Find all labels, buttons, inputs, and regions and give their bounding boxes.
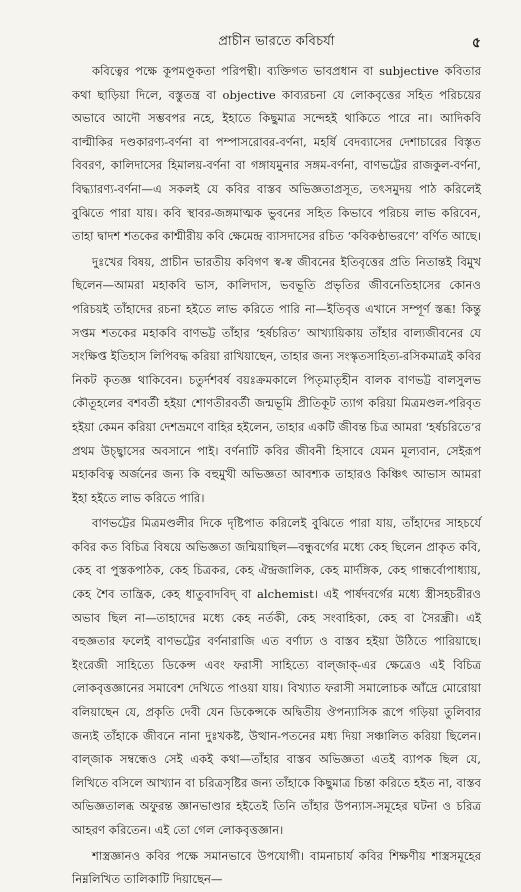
paragraph: বাণভট্টের মিত্রমণ্ডলীর দিকে দৃষ্টিপাত করিলেই বুঝিতে পারা যায়, তাঁহাদের সাহচর্যে কবির কত বিচিত্র বিষয়ে অভিজ্ঞতা জন্মিয়াছিল—বন্ধুবর্গের মধ্যে কেহ ছিলেন প্রাকৃত কবি, কেহ বা পুস্তকপাঠক, কেহ চিত্রকর, কেহ ঐন্দ্রজালিক, কেহ মার্দঙ্গিক, কেহ গান্ধর্বোপাধ্যায়, কেহ শৈব তান্ত্রিক, কেহ ধাতুবাদবিদ্ বা alchemist। এই পার্ষদবর্গের মধ্যে স্ত্রীসহচরীরও অভাব ছিল না—তাহাদের মধ্যে কেহ নর্তকী, কেহ সংবাহিকা, কেহ বা সৈরন্ধ্রী। এই বহুজ্ঞতার ফলেই বাণভট্টের বর্ণনারাজি এত বর্ণাঢ্য ও বাস্তব হইয়া উঠিতে পারিয়াছে। ইংরেজী সাহিত্যে ডিকেন্স এবং ফরাসী সাহিত্যে বাল্জাক্-এর ক্ষেত্রেও এই বিচিত্র লোকবৃত্তজ্ঞানের সমাবেশ দেখিতে পাওয়া যায়। বিখ্যাত ফরাসী সমালোচক আঁদ্রে মোরোয়া বলিয়াছেন যে, প্রকৃতি দেবী যেন ডিকেন্সকে অদ্বিতীয় ঔপন্যাসিক রূপে গড়িয়া তুলিবার জন্যই তাঁহাকে জীবনে নানা দুঃখকষ্ট, উত্থান-পতনের মধ্য দিয়া সঞ্চালিত করিয়া ছিলেন। বাল্জাক সম্বন্ধেও সেই একই কথা—তাঁহার বাস্তব অভিজ্ঞতা এতই ব্যাপক ছিল যে, লিখিতে বসিলে আখ্যান বা চরিত্রসৃষ্টির জন্য তাঁহাকে কিছুমাত্র চিন্তা করিতে হইত না, বাস্তব অভিজ্ঞতালব্ধ অফুরন্ত জ্ঞানভাণ্ডার হইতেই তিনি তাঁহার উপন্যাস-সমূহের ঘটনা ও চরিত্র আহরণ করিতেন। এই তো গেল লোকবৃত্তজ্ঞান। <box>72 516 481 837</box>
paragraph: কবিত্বের পক্ষে কূপমণ্ডূকতা পরিপন্থী। ব্যক্তিগত ভাবপ্রধান বা subjective কবিতার কথা ছাড়িয়া দিলে, বস্তুতন্ত্র বা objective কাব্যরচনা যে লোকবৃত্তের সহিত পরিচয়ের অভাবে আদৌ সম্ভবপর নহে, ইহাতে কিছুমাত্র সন্দেহই থাকিতে পারে না। আদিকবি বাল্মীকির দণ্ডকারণ্য-বর্ণনা বা পম্পাসরোবর-বর্ণনা, মহর্ষি বেদব্যাসের দেশাচারের বিস্তৃত বিবরণ, কালিদাসের হিমালয়-বর্ণনা বা গঙ্গাযমুনার সঙ্গম-বর্ণনা, বাণভট্টের রাজকুল-বর্ণনা, বিদ্ধ্যারণ্য-বর্ণনা—এ সকলই যে কবির বাস্তব অভিজ্ঞতাপ্রসূত, তৎসমুদয় পাঠ করিলেই বুঝিতে পারা যায়। কবি স্থাবর-জঙ্গমাত্মক ভুবনের সহিত কিভাবে পরিচয় লাভ করিবেন, তাহা দ্বাদশ শতকের কাশ্মীরীয় কবি ক্ষেমেন্দ্র ব্যাসদাসের রচিত ‘কবিকণ্ঠাভরণে’ বর্ণিত আছে। <box>72 64 481 244</box>
page-number: ৫ <box>471 35 481 51</box>
paragraph: দুঃখের বিষয়, প্রাচীন ভারতীয় কবিগণ স্ব-স্ব জীবনের ইতিবৃত্তের প্রতি নিতান্তই বিমুখ ছিলেন—আমরা মহাকবি ভাস, কালিদাস, ভবভূতি প্রভৃতির জীবনেতিহাসের কোনও পরিচয়ই তাঁহাদের রচনা হইতে লাভ করিতে পারি না—ইতিবৃত্ত এখানে সম্পূর্ণ স্তব্ধ! কিন্তু সপ্তম শতকের মহাকবি বাণভট্ট তাঁহার ‘হর্ষচরিত’ আখ্যায়িকায় তাঁহার বাল্যজীবনের যে সংক্ষিপ্ত ইতিহাস লিপিবদ্ধ করিয়া রাখিয়াছেন, তাহার জন্য সংস্কৃতসাহিত্য-রসিকমাত্রই কবির নিকট কৃতজ্ঞ থাকিবেন। চতুর্দশবর্ষ বয়ঃক্রমকালে পিতৃমাতৃহীন বালক বাণভট্ট বালসুলভ কৌতূহলের বশবর্তী হইয়া শোণতীরবর্তী জন্মভূমি প্রীতিকূট ত্যাগ করিয়া মিত্রমণ্ডল-পরিবৃত হইয়া কেমন করিয়া দেশভ্রমণে বাহির হইলেন, তাহার একটি জীবন্ত চিত্র আমরা ‘হর্ষচরিতে’র প্রথম উচ্ছ্বাসের অবসানে পাই। বর্ণনাটি কবির জীবনী হিসাবে যেমন মূল্যবান, সেইরূপ মহাকবিত্ব অর্জনের জন্য কি বহুমুখী অভিজ্ঞতা আবশ্যক তাহারও কিঞ্চিৎ আভাস আমরা ইহা হইতে লাভ করিতে পারি। <box>72 254 481 505</box>
body-text <box>72 60 481 892</box>
page-header <box>72 32 481 54</box>
paragraph: শাস্ত্রজ্ঞানও কবির পক্ষে সমানভাবে উপযোগী। বামনাচার্য কবির শিক্ষণীয় শাস্ত্রসমূহের নিম্নলিখিত তালিকাটি দিয়াছেন— <box>72 848 481 887</box>
running-title: প্রাচীন ভারতে কবিচর্যা <box>218 34 335 49</box>
